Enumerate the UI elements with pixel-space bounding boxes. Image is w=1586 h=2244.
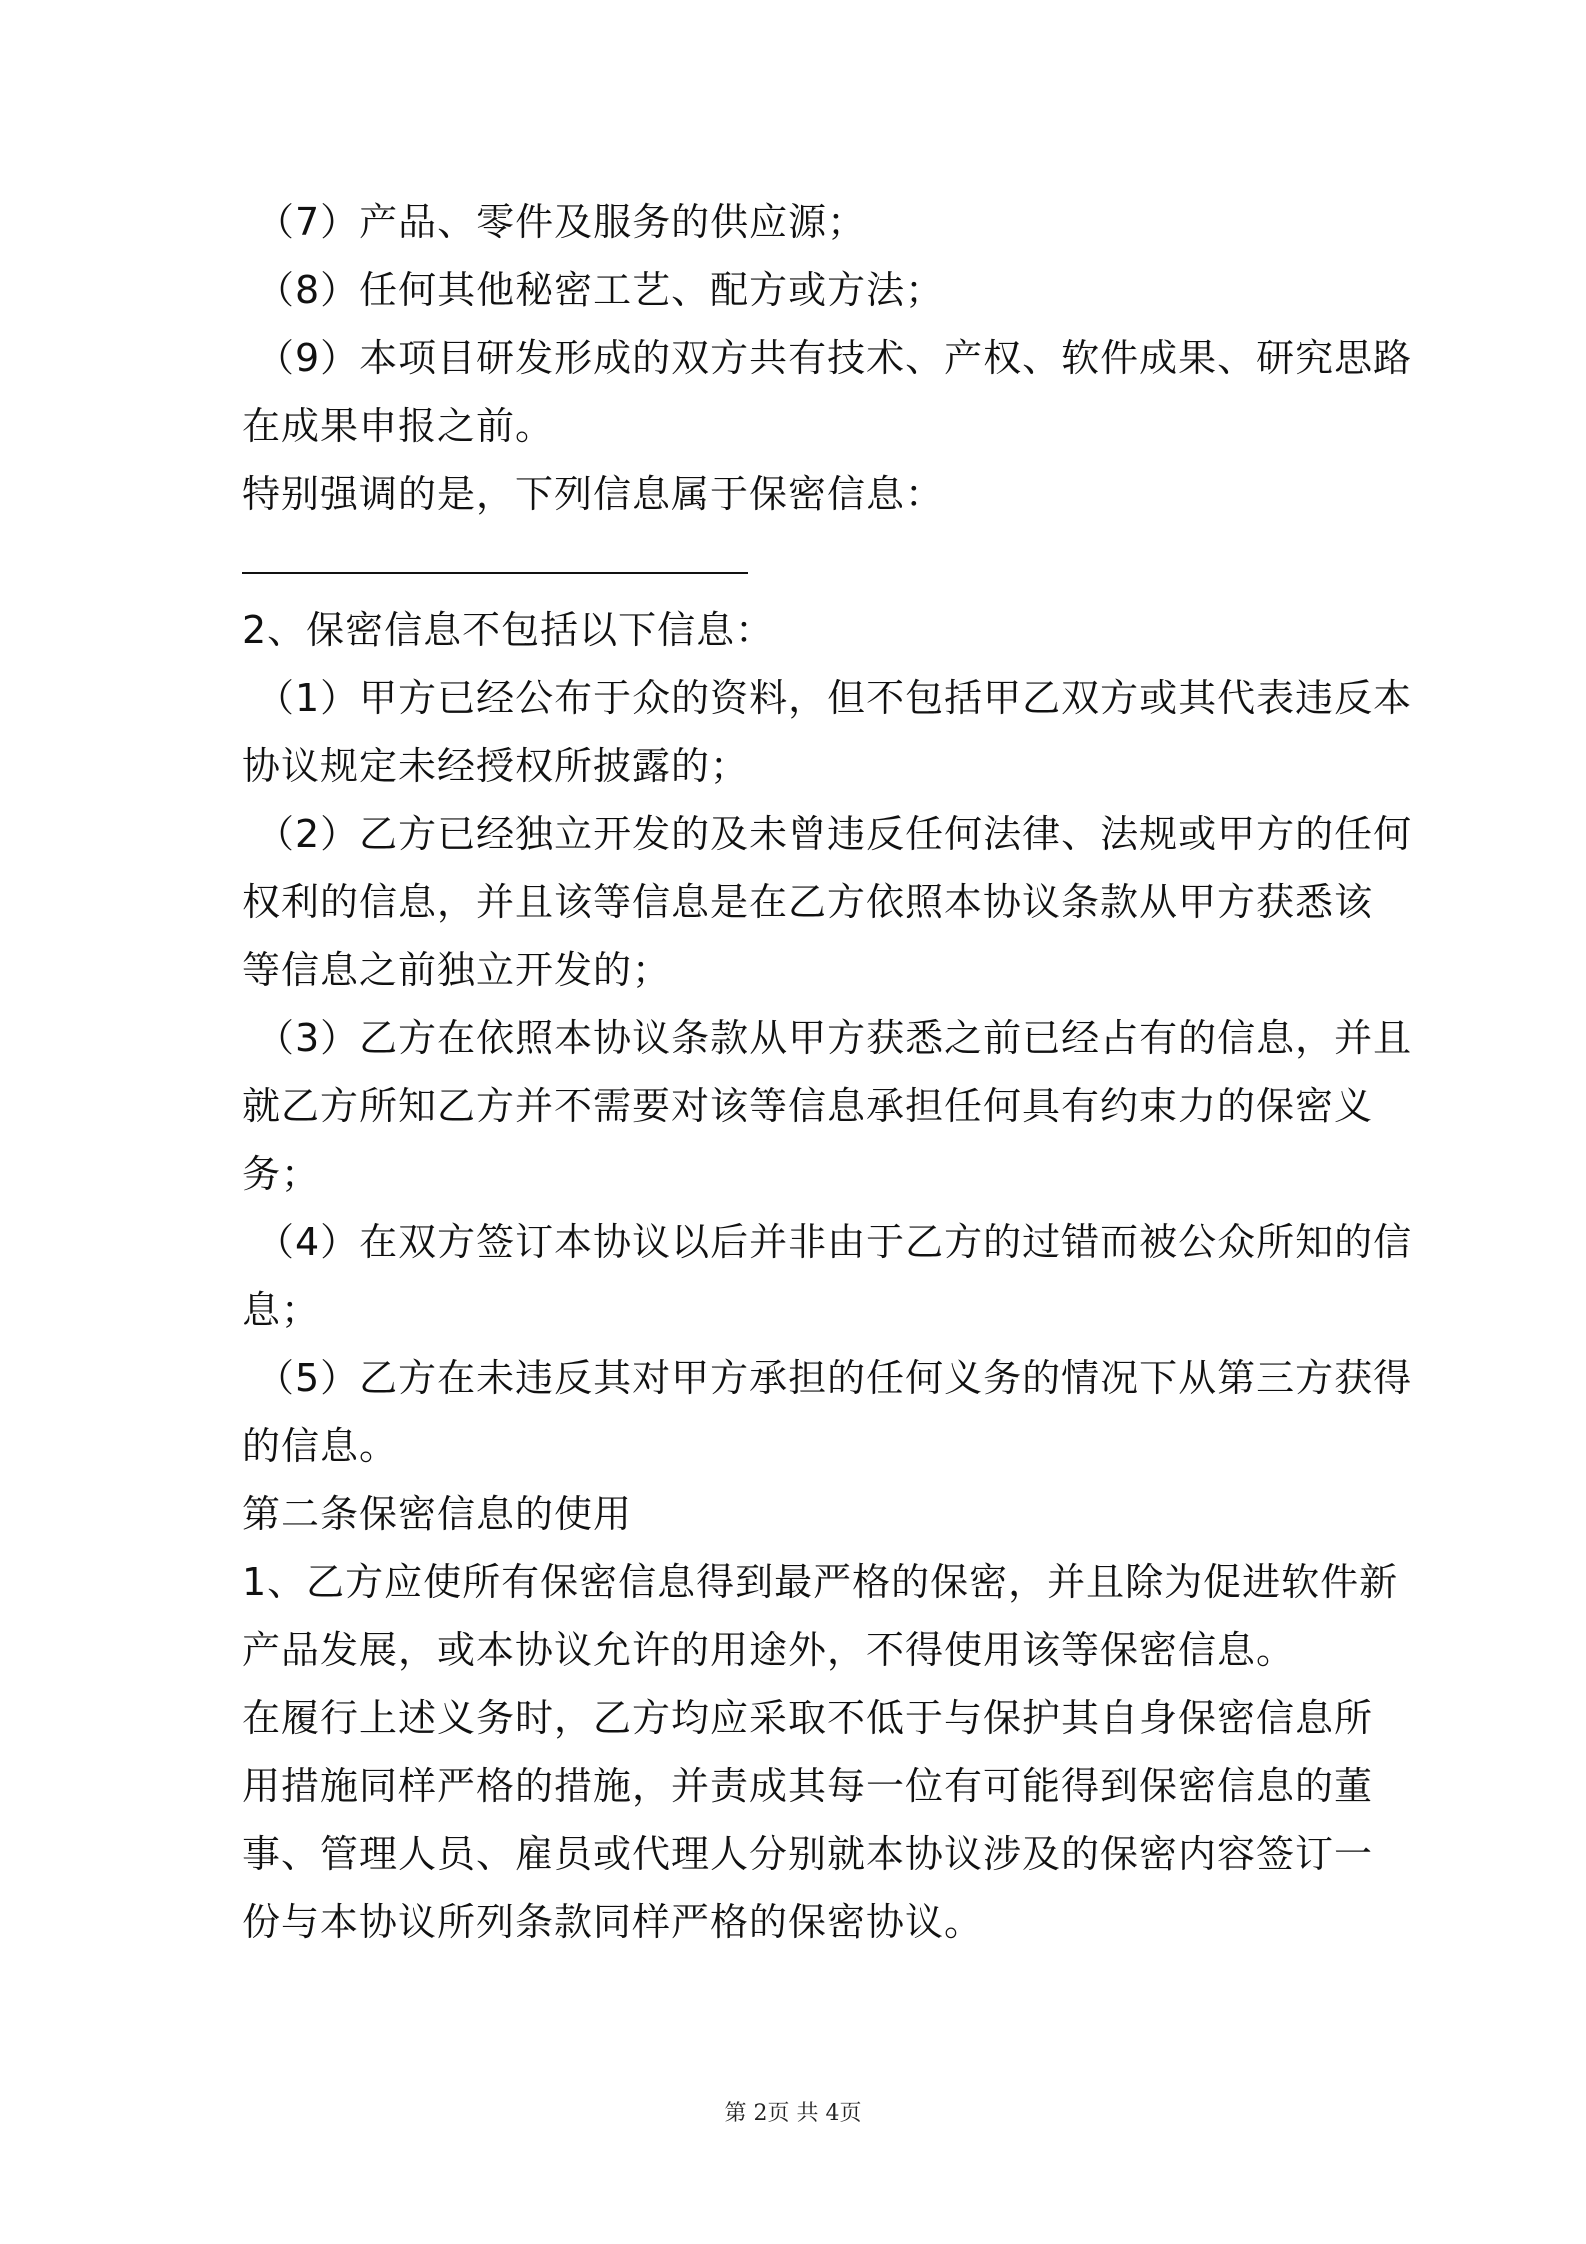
paragraph-line: 在履行上述义务时，乙方均应采取不低于与保护其自身保密信息所 [242, 1696, 1374, 1740]
paragraph-line: 息； [242, 1288, 321, 1332]
paragraph-line: 份与本协议所列条款同样严格的保密协议。 [242, 1900, 984, 1944]
list-item: （9）本项目研发形成的双方共有技术、产权、软件成果、研究思路 [256, 336, 1413, 380]
paragraph-line: 特别强调的是，下列信息属于保密信息： [242, 472, 945, 516]
paragraph-line: 务； [242, 1152, 321, 1196]
section-heading: 2、保密信息不包括以下信息： [242, 608, 775, 652]
paragraph-line: 事、管理人员、雇员或代理人分别就本协议涉及的保密内容签订一 [242, 1832, 1374, 1876]
fill-in-blank [242, 528, 1362, 596]
page-number: 第 2页 共 4页 [724, 2101, 862, 2126]
list-item: （2）乙方已经独立开发的及未曾违反任何法律、法规或甲方的任何 [256, 812, 1413, 856]
article-heading: 第二条保密信息的使用 [242, 1492, 633, 1536]
blank-underline [242, 572, 748, 574]
list-item: （5）乙方在未违反其对甲方承担的任何义务的情况下从第三方获得 [256, 1356, 1413, 1400]
paragraph-line: 的信息。 [242, 1424, 399, 1468]
list-item: （1）甲方已经公布于众的资料，但不包括甲乙双方或其代表违反本 [256, 676, 1413, 720]
list-item: （3）乙方在依照本协议条款从甲方获悉之前已经占有的信息，并且 [256, 1016, 1413, 1060]
list-item: （8）任何其他秘密工艺、配方或方法； [256, 268, 945, 312]
paragraph-line: 用措施同样严格的措施，并责成其每一位有可能得到保密信息的董 [242, 1764, 1374, 1808]
paragraph-line: 在成果申报之前。 [242, 404, 555, 448]
paragraph-line: 协议规定未经授权所披露的； [242, 744, 750, 788]
paragraph-line: 等信息之前独立开发的； [242, 948, 672, 992]
paragraph-line: 权利的信息，并且该等信息是在乙方依照本协议条款从甲方获悉该 [242, 880, 1374, 924]
document-body [242, 188, 1413, 1956]
paragraph-line: 1、乙方应使所有保密信息得到最严格的保密，并且除为促进软件新 [242, 1560, 1399, 1604]
list-item: （7）产品、零件及服务的供应源； [256, 200, 867, 244]
list-item: （4）在双方签订本协议以后并非由于乙方的过错而被公众所知的信 [256, 1220, 1413, 1264]
paragraph-line: 就乙方所知乙方并不需要对该等信息承担任何具有约束力的保密义 [242, 1084, 1374, 1128]
paragraph-line: 产品发展，或本协议允许的用途外，不得使用该等保密信息。 [242, 1628, 1296, 1672]
